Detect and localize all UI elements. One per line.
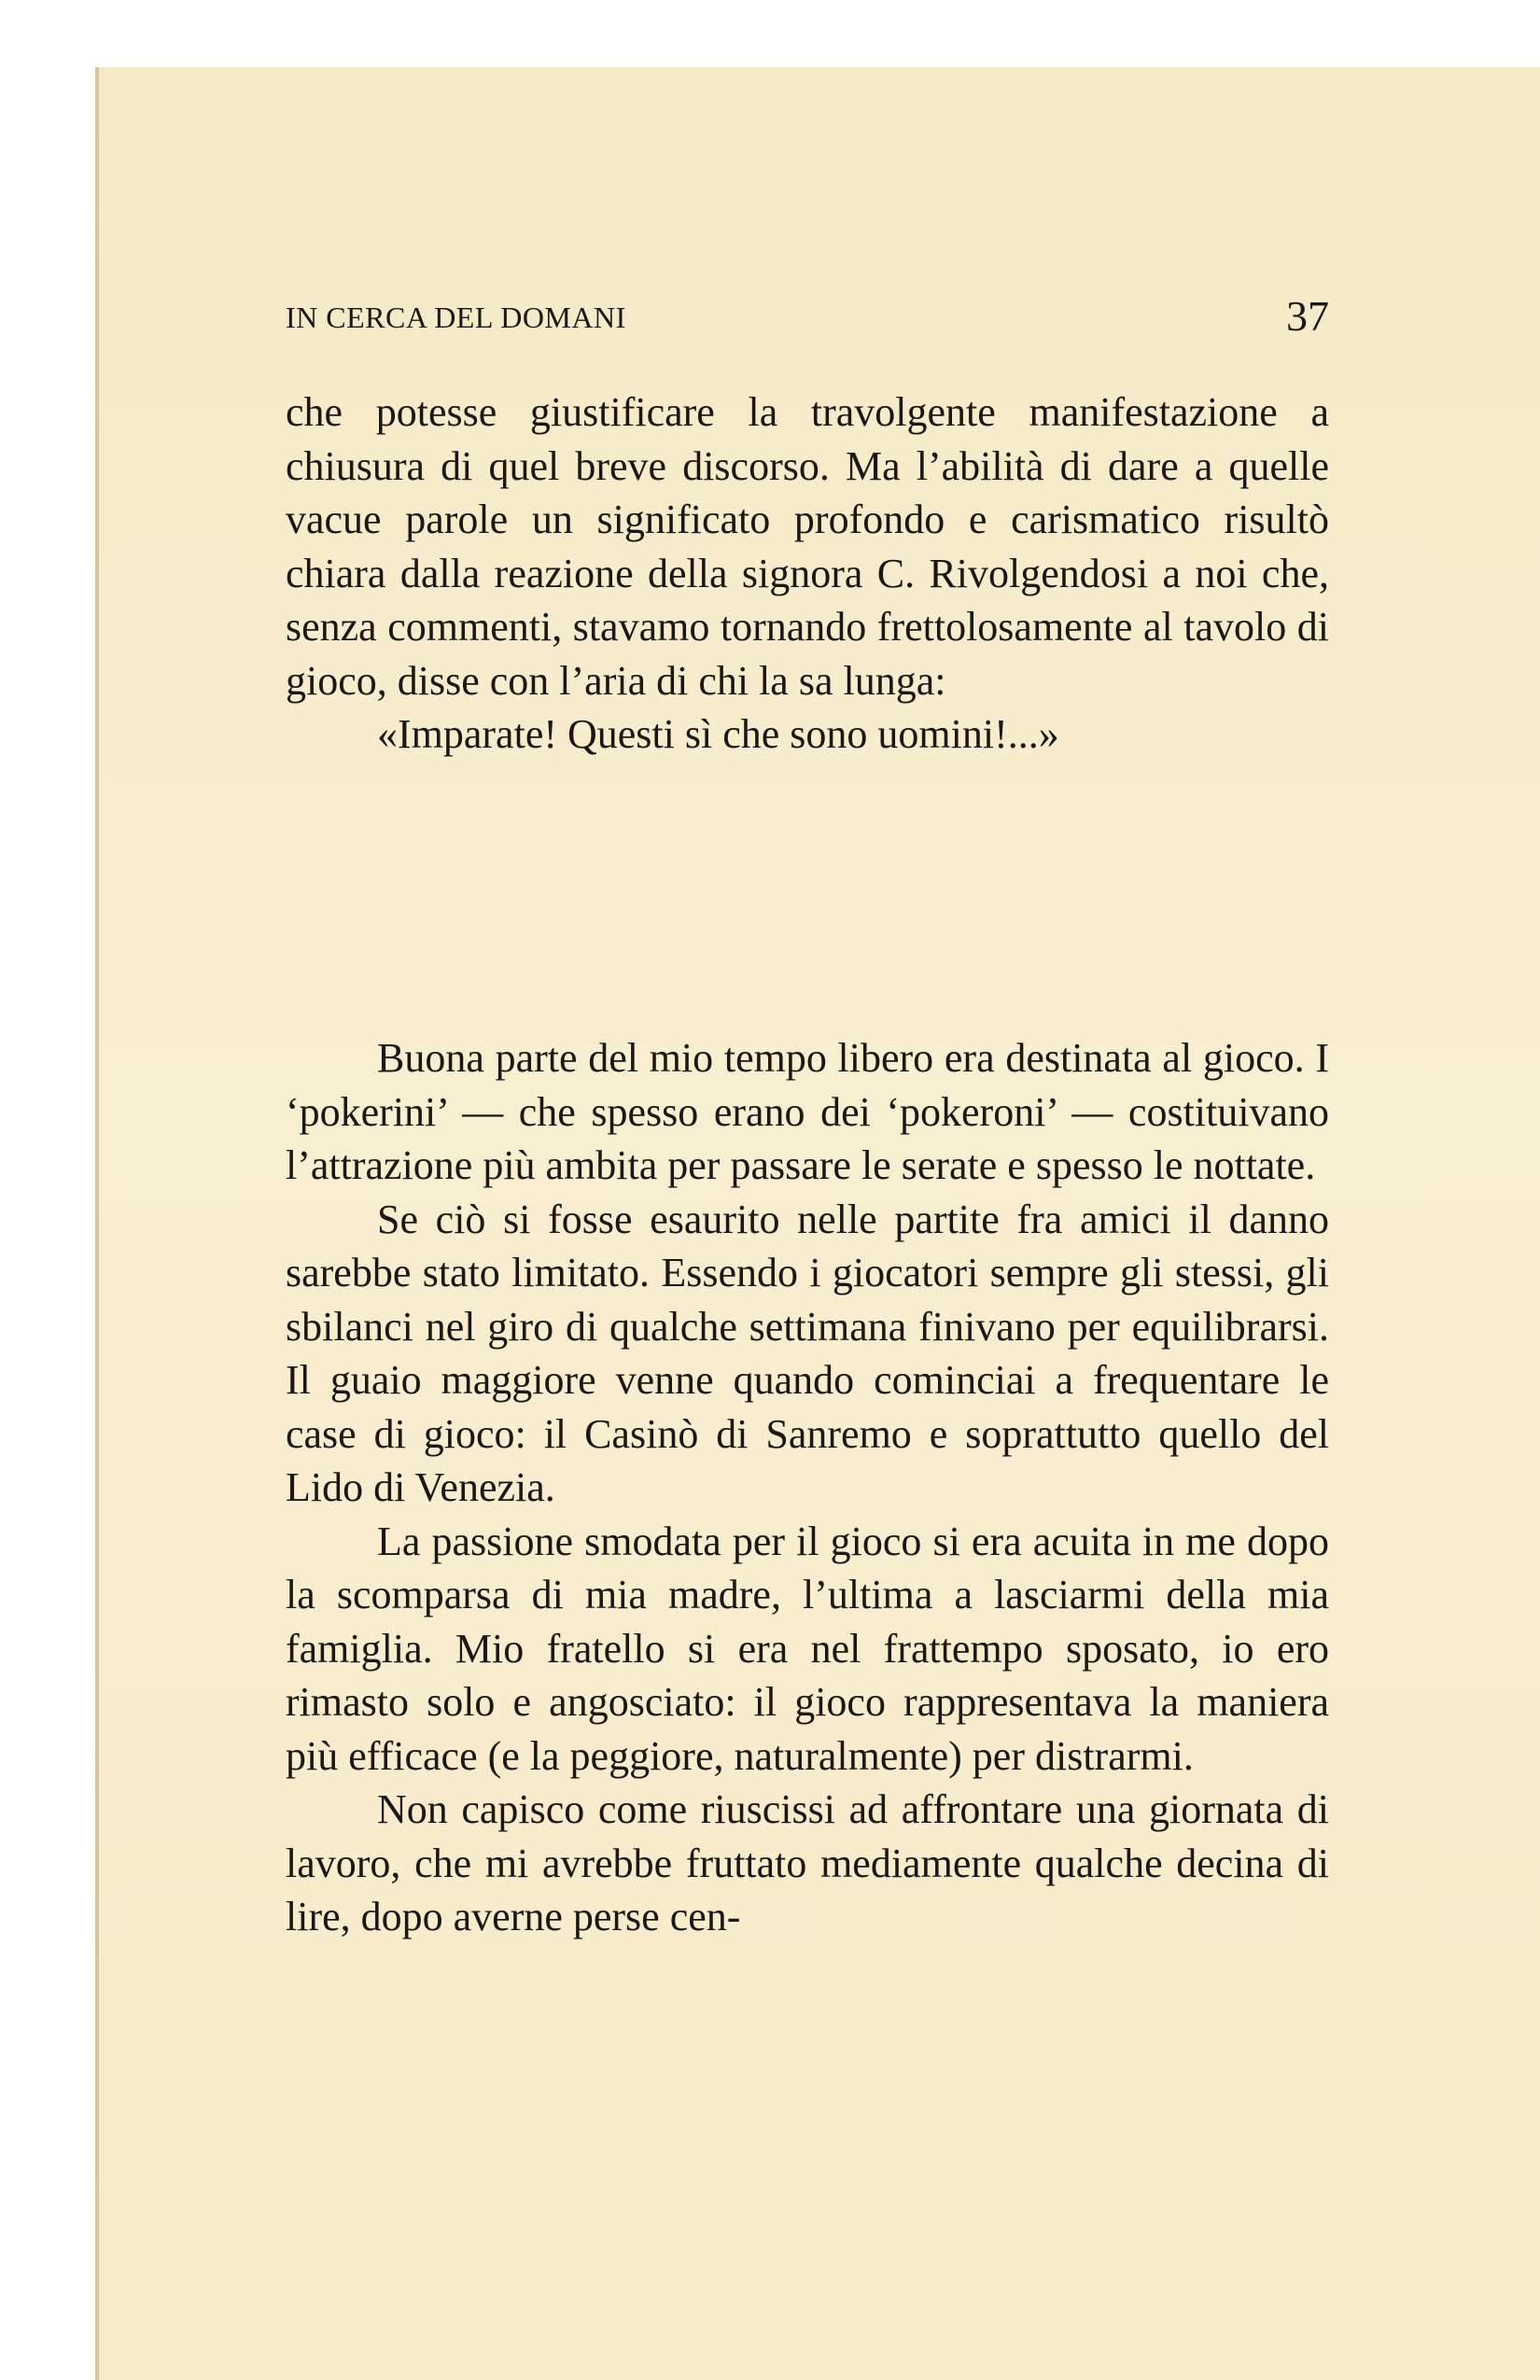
text-block-two [286,1031,1329,1944]
page-number: 37 [1286,292,1329,340]
paragraph: Buona parte del mio tempo libero era destinata al gioco. I ‘pokerini’ — che spesso erano dei ‘pokeroni’ — costituivano l’attrazione più ambita per passare le serate e spesso le nottate. [286,1035,1329,1188]
paragraph: La passione smodata per il gioco si era acuita in me dopo la scomparsa di mia madre, l’ultima a lasciarmi della mia famiglia. Mio fratello si era nel frattempo sposato, io ero rimasto solo e angosciato: il gioco rappresentava la maniera più efficace (e la peggiore, naturalmente) per distrarmi. [286,1518,1329,1779]
paragraph: che potesse giustificare la travolgente manifestazione a chiusura di quel breve discorso. Ma l’abilità di dare a quelle vacue parole un significato profondo e carismatico risultò chiara dalla reazione della signora C. Rivolgendosi a noi che, senza commenti, stavamo tornando frettolosamente al tavolo di gioco, disse con l’aria di chi la sa lunga: [286,389,1329,704]
running-header [286,292,1329,340]
page-edge [95,67,99,2380]
running-title: IN CERCA DEL DOMANI [286,301,626,334]
quotation: «Imparate! Questi sì che sono uomini!...» [377,711,1059,757]
paragraph: Non capisco come riuscissi ad affrontare una giornata di lavoro, che mi avrebbe fruttato mediamente qualche decina di lire, dopo averne perse cen- [286,1786,1329,1939]
text-block-one [286,385,1329,762]
paragraph: Se ciò si fosse esaurito nelle partite fra amici il danno sarebbe stato limitato. Essendo i giocatori sempre gli stessi, gli sbilanci nel giro di qualche settimana finivano per equilibrarsi. Il guaio maggiore venne quando cominciai a frequentare le case di gioco: il Casinò di Sanremo e soprattutto quello del Lido di Venezia. [286,1196,1329,1510]
